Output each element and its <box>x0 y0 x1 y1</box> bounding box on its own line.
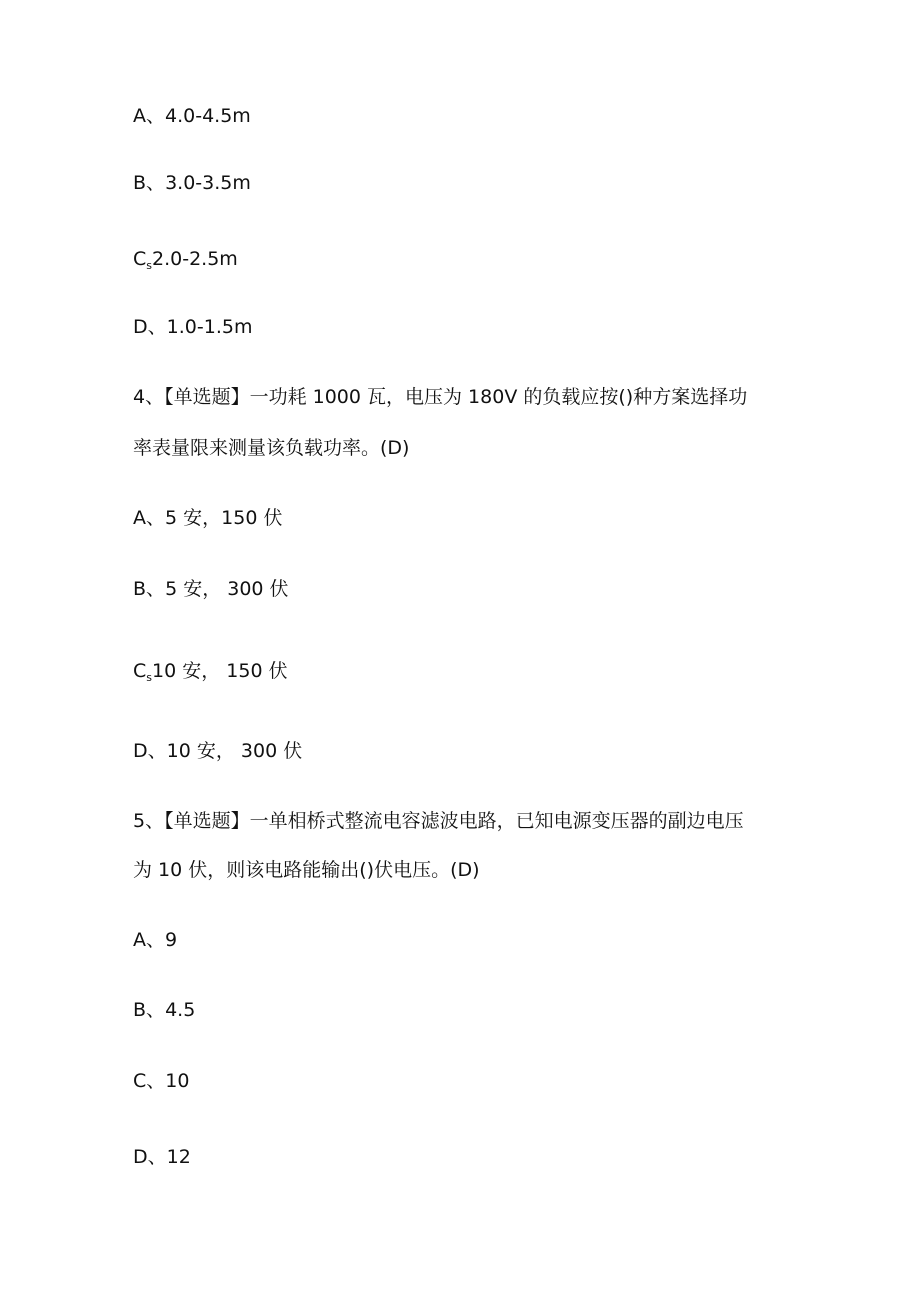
option-letter: D <box>133 1146 148 1168</box>
option-letter: A <box>133 507 146 529</box>
option-letter: B <box>133 578 147 600</box>
q4-option-c <box>133 659 288 690</box>
option-text: 2.0-2.5m <box>152 248 238 270</box>
option-letter: C <box>133 660 147 682</box>
q5-option-d <box>133 1145 191 1169</box>
q4-option-a <box>133 506 282 530</box>
option-text: 10 <box>165 1070 190 1092</box>
option-text: 9 <box>165 929 178 951</box>
option-separator: 、 <box>146 929 166 951</box>
option-text: 3.0-3.5m <box>165 172 251 194</box>
option-letter: D <box>133 316 148 338</box>
option-letter: B <box>133 172 147 194</box>
q4-stem-line-1: 4、【单选题】一功耗 1000 瓦，电压为 180V 的负载应按()种方案选择功 <box>133 386 748 408</box>
q5-option-c <box>133 1069 189 1093</box>
option-separator: 、 <box>146 172 166 194</box>
q5-stem-line-2: 为 10 伏，则该电路能输出()伏电压。(D) <box>133 859 480 881</box>
option-separator: 、 <box>146 578 166 600</box>
option-letter: A <box>133 929 146 951</box>
option-separator: 、 <box>147 740 167 762</box>
q3-option-a <box>133 104 251 128</box>
q4-stem-line-2: 率表量限来测量该负载功率。(D) <box>133 437 410 459</box>
option-text: 10 安， 300 伏 <box>166 740 303 762</box>
q3-option-b <box>133 171 251 195</box>
option-text: 10 安， 150 伏 <box>152 660 288 682</box>
q4-option-d <box>133 739 302 763</box>
q3-option-c <box>133 247 238 278</box>
option-separator: 、 <box>146 507 166 529</box>
option-text: 4.5 <box>165 999 196 1021</box>
option-separator: 、 <box>146 999 166 1021</box>
option-text: 12 <box>166 1146 191 1168</box>
q5-option-b <box>133 998 195 1022</box>
option-separator: 、 <box>146 105 166 127</box>
q3-option-d <box>133 315 252 339</box>
option-text: 5 安， 300 伏 <box>165 578 289 600</box>
option-separator: s <box>146 259 153 272</box>
q5-option-a <box>133 928 177 952</box>
option-text: 5 安，150 伏 <box>165 507 283 529</box>
q5-stem-line-1: 5、【单选题】一单相桥式整流电容滤波电路，已知电源变压器的副边电压 <box>133 810 744 832</box>
option-separator: 、 <box>147 1146 167 1168</box>
option-text: 4.0-4.5m <box>165 105 251 127</box>
option-text: 1.0-1.5m <box>166 316 253 338</box>
q4-option-b <box>133 577 289 601</box>
option-separator: 、 <box>147 316 167 338</box>
option-letter: A <box>133 105 146 127</box>
option-letter: B <box>133 999 147 1021</box>
option-separator: 、 <box>146 1070 166 1092</box>
option-separator: s <box>146 671 153 684</box>
option-letter: C <box>133 248 147 270</box>
option-letter: C <box>133 1070 147 1092</box>
option-letter: D <box>133 740 148 762</box>
